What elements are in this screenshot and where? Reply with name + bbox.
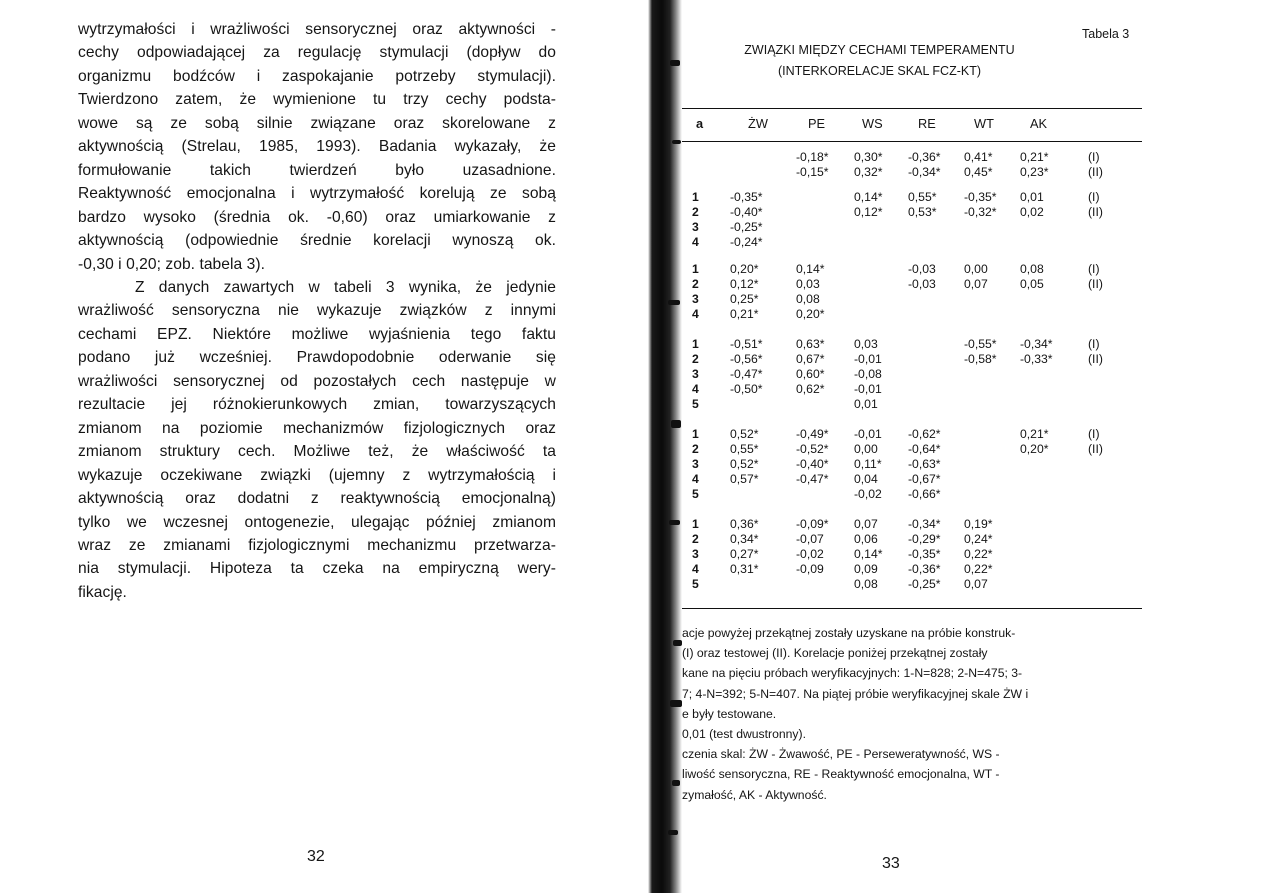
cell-ak: -0,33* [1020, 352, 1053, 366]
table-row [682, 562, 1142, 577]
row-number: 1 [692, 427, 699, 441]
cell-zw: 0,52* [730, 457, 759, 471]
cell-pe: -0,02 [796, 547, 824, 561]
cell-ak: 0,01 [1020, 190, 1044, 204]
cell-ak: 0,23* [1020, 165, 1049, 179]
scan-speck [669, 520, 680, 525]
cell-zw: -0,35* [730, 190, 763, 204]
cell-re: -0,63* [908, 457, 941, 471]
cell-zw: 0,55* [730, 442, 759, 456]
cell-zw: 0,12* [730, 277, 759, 291]
table-title-line-1: ZWIĄZKI MIĘDZY CECHAMI TEMPERAMENTU [744, 43, 1015, 57]
sample-tag: (II) [1088, 165, 1103, 179]
table-row [682, 547, 1142, 562]
cell-ws: -0,01 [854, 352, 882, 366]
cell-wt: -0,58* [964, 352, 997, 366]
table-row [682, 427, 1142, 442]
table-title-line-2: (INTERKORELACJE SKAL FCZ-KT) [777, 64, 982, 78]
cell-pe: 0,20* [796, 307, 825, 321]
text-line: wrażliwość sensoryczna nie wykazuje związków z innymi [78, 302, 556, 320]
header-cell-ak: AK [1030, 116, 1048, 131]
row-number: 3 [692, 547, 699, 561]
header-cell-pe: PE [808, 116, 826, 131]
table-row [682, 487, 1142, 502]
cell-re: -0,03 [908, 262, 936, 276]
text-line: formułowanie takich twierdzeń było uzasadnione. [78, 161, 556, 179]
scan-speck [670, 60, 680, 66]
sample-tag: (I) [1088, 262, 1100, 276]
row-number: 4 [692, 235, 699, 249]
table-bottom-rule [682, 608, 1142, 609]
text-line: wykazuje oczekiwane związki (ujemny z wytrzymałością i [78, 466, 556, 484]
cell-re: -0,25* [908, 577, 941, 591]
cell-pe: -0,15* [796, 165, 829, 179]
table-row [682, 220, 1142, 235]
table-row [682, 165, 1142, 180]
cell-pe: 0,14* [796, 262, 825, 276]
table-row [682, 262, 1142, 277]
scan-speck [672, 780, 680, 786]
cell-ws: 0,01 [854, 397, 878, 411]
table-header-rule [682, 141, 1142, 142]
text-line: cechami EPZ. Niektóre możliwe wyjaśnienia tego faktu [78, 325, 556, 343]
sample-tag: (II) [1088, 352, 1103, 366]
cell-ws: 0,14* [854, 547, 883, 561]
row-number: 2 [692, 442, 699, 456]
binding-gutter [648, 0, 682, 893]
cell-re: -0,03 [908, 277, 936, 291]
table-header-row [682, 116, 1142, 132]
sample-tag: (II) [1088, 205, 1103, 219]
cell-pe: -0,47* [796, 472, 829, 486]
row-number: 3 [692, 220, 699, 234]
cell-wt: 0,41* [964, 150, 993, 164]
row-number: 1 [692, 337, 699, 351]
cell-re: 0,53* [908, 205, 937, 219]
note-line: (I) oraz testowej (II). Korelacje poniżej przekątnej zostały [682, 646, 988, 661]
cell-zw: -0,24* [730, 235, 763, 249]
cell-ws: -0,01 [854, 427, 882, 441]
header-cell-zw: ŻW [748, 116, 768, 131]
cell-wt: 0,19* [964, 517, 993, 531]
scan-speck [670, 700, 682, 707]
cell-wt: 0,24* [964, 532, 993, 546]
text-line: fikację. [78, 583, 127, 601]
text-line: wrażliwości sensorycznej od pozostałych cech następuje w [78, 372, 556, 390]
cell-ws: -0,02 [854, 487, 882, 501]
note-line: 0,01 (test dwustronny). [682, 727, 806, 742]
row-number: 4 [692, 472, 699, 486]
cell-pe: 0,63* [796, 337, 825, 351]
cell-wt: -0,32* [964, 205, 997, 219]
cell-ws: 0,06 [854, 532, 878, 546]
table-notes [682, 623, 1142, 805]
table-title [682, 40, 1077, 82]
page-number-left: 32 [307, 848, 325, 865]
cell-wt: 0,07 [964, 577, 988, 591]
table-row [682, 205, 1142, 220]
cell-pe: 0,60* [796, 367, 825, 381]
text-line: Twierdzono zatem, że wymienione tu trzy cechy podsta- [78, 91, 556, 109]
table-row [682, 292, 1142, 307]
note-line: e były testowane. [682, 706, 777, 721]
note-line: zymałość, AK - Aktywność. [682, 787, 827, 802]
cell-re: -0,36* [908, 150, 941, 164]
cell-re: -0,62* [908, 427, 941, 441]
right-page [682, 0, 1263, 893]
text-line: aktywnością oraz dodatni z reaktywnością emocjonalną) [78, 490, 556, 508]
cell-zw: 0,21* [730, 307, 759, 321]
table-row [682, 397, 1142, 412]
cell-zw: -0,40* [730, 205, 763, 219]
header-cell-wt: WT [974, 116, 994, 131]
page-number-right: 33 [882, 855, 900, 872]
table-row [682, 150, 1142, 165]
row-number: 1 [692, 517, 699, 531]
cell-zw: 0,27* [730, 547, 759, 561]
text-line: wraz ze zmianami fizjologicznymi mechanizmu przetwarza- [78, 536, 556, 554]
table-row [682, 517, 1142, 532]
cell-ak: 0,21* [1020, 150, 1049, 164]
row-number: 1 [692, 262, 699, 276]
scan-speck [668, 300, 680, 305]
scan-speck [671, 420, 681, 428]
cell-ws: 0,03 [854, 337, 878, 351]
cell-pe: -0,52* [796, 442, 829, 456]
text-line: aktywnością (Strelau, 1985, 1993). Badania wykazały, że [78, 138, 556, 156]
note-line: acje powyżej przekątnej zostały uzyskane na próbie konstruk- [682, 626, 1016, 640]
cell-zw: 0,20* [730, 262, 759, 276]
cell-pe: -0,40* [796, 457, 829, 471]
table-row [682, 442, 1142, 457]
cell-pe: 0,62* [796, 382, 825, 396]
cell-pe: -0,49* [796, 427, 829, 441]
text-line: zmianom na poziomie mechanizmów fizjologicznych oraz [78, 419, 556, 437]
cell-wt: -0,55* [964, 337, 997, 351]
table-row [682, 382, 1142, 397]
scan-speck [668, 830, 678, 835]
cell-zw: 0,34* [730, 532, 759, 546]
table-row [682, 307, 1142, 322]
cell-ws: 0,11* [854, 457, 882, 471]
sample-tag: (II) [1088, 442, 1103, 456]
cell-ws: 0,08 [854, 577, 878, 591]
sample-tag: (I) [1088, 190, 1100, 204]
cell-pe: 0,03 [796, 277, 820, 291]
cell-zw: -0,25* [730, 220, 763, 234]
cell-zw: -0,56* [730, 352, 763, 366]
sample-tag: (II) [1088, 277, 1103, 291]
cell-ws: 0,09 [854, 562, 878, 576]
cell-pe: 0,67* [796, 352, 825, 366]
text-line: podano już wcześniej. Prawdopodobnie oderwanie się [78, 349, 556, 367]
cell-zw: -0,47* [730, 367, 763, 381]
row-number: 4 [692, 562, 699, 576]
body-text [78, 18, 556, 604]
note-line: kane na pięciu próbach weryfikacyjnych: 1-N=828; 2-N=475; 3- [682, 666, 1023, 681]
cell-zw: -0,50* [730, 382, 763, 396]
cell-ws: 0,14* [854, 190, 883, 204]
row-number: 2 [692, 277, 699, 291]
table-body [682, 150, 1142, 600]
text-line: wowe są ze sobą silnie związane oraz skorelowane z [78, 114, 556, 132]
cell-wt: 0,22* [964, 562, 993, 576]
cell-re: -0,67* [908, 472, 941, 486]
text-line: rezultacie jej różnokierunkowych zmian, towarzyszących [78, 396, 556, 414]
cell-ws: 0,04 [854, 472, 878, 486]
cell-ak: 0,02 [1020, 205, 1044, 219]
text-line: cechy odpowiadającej za regulację stymulacji (dopływ do [78, 44, 556, 62]
cell-re: 0,55* [908, 190, 937, 204]
text-line: Z danych zawartych w tabeli 3 wynika, że jedynie [135, 278, 556, 296]
sample-tag: (I) [1088, 427, 1100, 441]
row-number: 3 [692, 292, 699, 306]
table-row [682, 337, 1142, 352]
cell-re: -0,35* [908, 547, 941, 561]
text-line: organizmu bodźców i zaspokajanie potrzeby stymulacji). [78, 67, 556, 85]
cell-wt: -0,35* [964, 190, 997, 204]
table-row [682, 190, 1142, 205]
cell-ws: 0,32* [854, 165, 883, 179]
scan-speck [672, 140, 681, 144]
cell-re: -0,34* [908, 165, 941, 179]
text-line: Reaktywność emocjonalna i wytrzymałość korelują ze sobą [78, 185, 556, 203]
row-number: 5 [692, 397, 699, 411]
text-line: zmianom struktury cech. Możliwe też, że właściwość ta [78, 443, 556, 461]
table-row [682, 235, 1142, 250]
row-number: 5 [692, 577, 699, 591]
table-label: Tabela 3 [1082, 27, 1130, 41]
row-number: 1 [692, 190, 699, 204]
cell-ak: 0,05 [1020, 277, 1044, 291]
table-row [682, 472, 1142, 487]
row-number: 2 [692, 205, 699, 219]
cell-ak: 0,21* [1020, 427, 1049, 441]
cell-ws: 0,30* [854, 150, 883, 164]
gutter-shadow [648, 0, 682, 893]
cell-zw: 0,31* [730, 562, 759, 576]
cell-wt: 0,00 [964, 262, 988, 276]
text-line: wytrzymałości i wrażliwości sensorycznej oraz aktywności - [78, 21, 556, 38]
row-number: 4 [692, 382, 699, 396]
cell-wt: 0,45* [964, 165, 993, 179]
sample-tag: (I) [1088, 337, 1100, 351]
cell-zw: 0,52* [730, 427, 759, 441]
note-line: 7; 4-N=392; 5-N=407. Na piątej próbie weryfikacyjnej skale ŻW i [682, 686, 1029, 701]
cell-re: -0,34* [908, 517, 941, 531]
header-cell-re: RE [918, 116, 936, 131]
row-number: 4 [692, 307, 699, 321]
text-line: nia stymulacji. Hipoteza ta czeka na empiryczną wery- [78, 560, 556, 578]
table-row [682, 367, 1142, 382]
row-number: 3 [692, 367, 699, 381]
note-line: czenia skal: ŻW - Żwawość, PE - Perseweratywność, WS - [682, 747, 1000, 762]
cell-wt: 0,07 [964, 277, 988, 291]
text-line: bardzo wysoko (średnia ok. -0,60) oraz umiarkowanie z [78, 208, 556, 226]
text-line: aktywnością (odpowiednie średnie korelacji wynoszą ok. [78, 232, 556, 250]
cell-re: -0,66* [908, 487, 941, 501]
note-line: liwość sensoryczna, RE - Reaktywność emocjonalna, WT - [682, 767, 1000, 782]
cell-pe: 0,08 [796, 292, 820, 306]
table-row [682, 532, 1142, 547]
header-cell-ws: WS [862, 116, 883, 131]
row-number: 2 [692, 352, 699, 366]
table-top-rule [682, 108, 1142, 109]
cell-zw: 0,57* [730, 472, 759, 486]
text-line: tylko we wczesnej ontogenezie, ulegając później zmianom [78, 513, 556, 531]
cell-zw: 0,25* [730, 292, 759, 306]
sample-tag: (I) [1088, 150, 1100, 164]
cell-ak: 0,08 [1020, 262, 1044, 276]
scan-speck [673, 640, 682, 646]
cell-ws: 0,12* [854, 205, 883, 219]
row-number: 2 [692, 532, 699, 546]
cell-ws: -0,08 [854, 367, 882, 381]
cell-wt: 0,22* [964, 547, 993, 561]
cell-zw: 0,36* [730, 517, 759, 531]
cell-zw: -0,51* [730, 337, 763, 351]
text-line: -0,30 i 0,20; zob. tabela 3). [78, 255, 265, 273]
cell-pe: -0,09 [796, 562, 824, 576]
row-number: 3 [692, 457, 699, 471]
table-row [682, 457, 1142, 472]
header-cell-partial: a [696, 116, 704, 131]
cell-re: -0,36* [908, 562, 941, 576]
cell-ws: 0,07 [854, 517, 878, 531]
cell-re: -0,64* [908, 442, 941, 456]
cell-pe: -0,18* [796, 150, 829, 164]
cell-re: -0,29* [908, 532, 941, 546]
table-row [682, 352, 1142, 367]
cell-ws: 0,00 [854, 442, 878, 456]
cell-ws: -0,01 [854, 382, 882, 396]
table-row [682, 577, 1142, 592]
row-number: 5 [692, 487, 699, 501]
table-row [682, 277, 1142, 292]
cell-ak: -0,34* [1020, 337, 1053, 351]
cell-pe: -0,07 [796, 532, 824, 546]
cell-pe: -0,09* [796, 517, 829, 531]
cell-ak: 0,20* [1020, 442, 1049, 456]
